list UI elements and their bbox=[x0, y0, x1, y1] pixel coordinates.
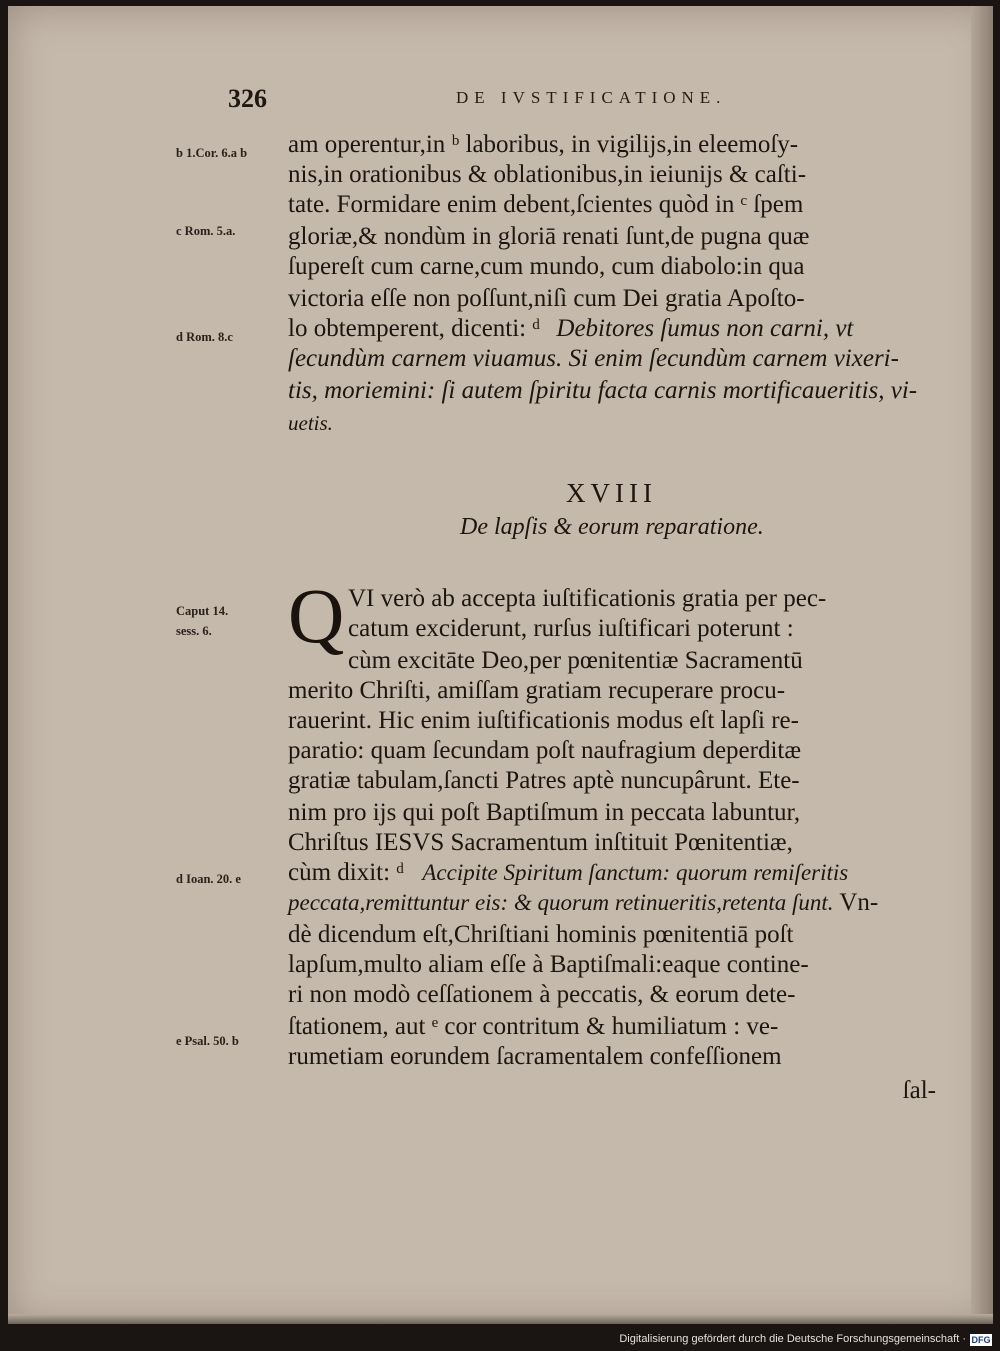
chapter-number: XVIII bbox=[566, 478, 657, 508]
text-line: paratio: quam ſecundam poſt naufragium deperditæ bbox=[288, 737, 802, 764]
text-line: Chriſtus IESVS Sacramentum inſtituit Pœnitentiæ, bbox=[288, 829, 793, 856]
page-number: 326 bbox=[228, 84, 267, 113]
text-line: rumetiam eorundem ſacramentalem confeſſionem bbox=[288, 1043, 782, 1070]
text-line: ri non modò ceſſationem à peccatis, & eorum dete- bbox=[288, 981, 796, 1008]
page-bottom-edge bbox=[8, 1314, 993, 1324]
text-line: nim pro ijs qui poſt Baptiſmum in peccata labuntur, bbox=[288, 799, 801, 826]
text-line: rauerint. Hic enim iuſtificationis modus eſt lapſi re- bbox=[288, 707, 799, 734]
margin-note: e Psal. 50. b bbox=[176, 1034, 239, 1048]
chapter-title: De lapſis & eorum reparatione. bbox=[460, 514, 764, 540]
scripture-quote: Debitores ſumus non carni, vt bbox=[556, 315, 854, 342]
page-edge bbox=[971, 6, 993, 1324]
text-line-mixed bbox=[288, 858, 848, 888]
scripture-quote: Accipite Spiritum ſanctum: quorum remiſeritis bbox=[422, 860, 849, 885]
text-line: dè dicendum eſt,Chriſtiani hominis pœnitentiā poſt bbox=[288, 921, 794, 948]
catchword: ſal- bbox=[902, 1077, 936, 1104]
text-line: lapſum,multo aliam eſſe à Baptiſmali:eaque contine- bbox=[288, 951, 809, 978]
page-header bbox=[0, 84, 1000, 114]
margin-note: sess. 6. bbox=[176, 624, 212, 638]
text-segment: lo obtemperent, dicenti: ᵈ bbox=[288, 315, 541, 342]
drop-cap: Q bbox=[288, 572, 345, 659]
margin-note: d Rom. 8.c bbox=[176, 330, 233, 344]
scripture-quote-line: tis, moriemini: ſi autem ſpiritu facta carnis mortificaueritis, vi- bbox=[288, 377, 918, 404]
text-line: VI verò ab accepta iuſtificationis gratia per pec- bbox=[348, 585, 827, 612]
digitization-credit: Digitalisierung gefördert durch die Deutsche Forschungsgemeinschaft · bbox=[619, 1333, 966, 1345]
text-line: tate. Formidare enim debent,ſcientes quòd in ᶜ ſpem bbox=[288, 191, 804, 218]
margin-note: c Rom. 5.a. bbox=[176, 224, 236, 238]
text-line: cùm excitāte Deo,per pœnitentiæ Sacramentū bbox=[348, 647, 803, 674]
text-line: ſupereſt cum carne,cum mundo, cum diabolo:in qua bbox=[288, 253, 805, 280]
text-segment: cùm dixit: ᵈ bbox=[288, 859, 405, 886]
text-line: am operentur,in ᵇ laboribus, in vigilijs,in eleemoſy- bbox=[288, 131, 799, 158]
margin-note: b 1.Cor. 6.a b bbox=[176, 146, 248, 160]
scripture-quote-line: uetis. bbox=[288, 411, 333, 435]
text-line-mixed bbox=[288, 888, 878, 918]
text-line: merito Chriſti, amiſſam gratiam recuperare procu- bbox=[288, 677, 786, 704]
margin-note: Caput 14. bbox=[176, 604, 229, 618]
text-line: gloriæ,& nondùm in gloriā renati ſunt,de pugna quæ bbox=[288, 223, 810, 250]
text-line: catum exciderunt, rurſus iuſtificari poterunt : bbox=[348, 615, 794, 642]
scripture-quote: peccata,remittuntur eis: & quorum retinueritis,retenta ſunt. bbox=[288, 890, 834, 915]
running-head: DE IVSTIFICATIONE. bbox=[456, 88, 727, 107]
scripture-quote-line: ſecundùm carnem viuamus. Si enim ſecundùm carnem vixeri- bbox=[288, 345, 899, 372]
text-segment: Vn- bbox=[833, 889, 879, 916]
text-line: gratiæ tabulam,ſancti Patres aptè nuncupârunt. Ete- bbox=[288, 767, 800, 794]
text-line-mixed bbox=[288, 314, 853, 344]
text-line: nis,in orationibus & oblationibus,in ieiunijs & caſti- bbox=[288, 161, 807, 188]
dfg-logo: DFG bbox=[971, 1335, 991, 1345]
text-line: ſtationem, aut ᵉ cor contritum & humiliatum : ve- bbox=[288, 1013, 779, 1040]
text-line: victoria eſſe non poſſunt,niſì cum Dei gratia Apoſto- bbox=[288, 285, 805, 312]
margin-note: d Ioan. 20. e bbox=[176, 872, 241, 886]
